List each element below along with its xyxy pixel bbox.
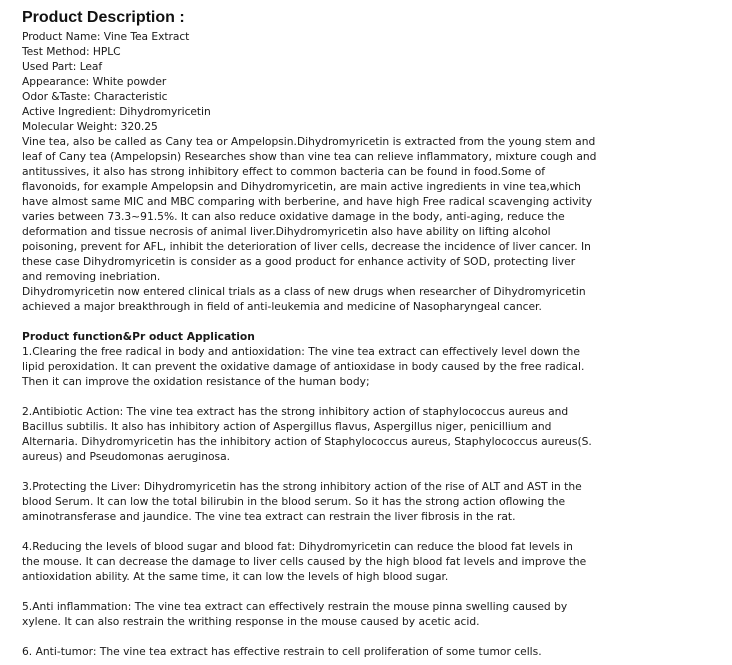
spec-test-method: Test Method: HPLC: [22, 45, 121, 58]
clinical-paragraph: Dihydromyricetin now entered clinical trials as a class of new drugs when researcher of Dihydromyricetin achieved a major breakthrough in field of anti-leukemia and medicine of Nasopharyngeal cancer.: [22, 285, 586, 313]
spec-used-part: Used Part: Leaf: [22, 60, 103, 73]
spacer: [22, 584, 722, 599]
function-item: 6. Anti-tumor: The vine tea extract has effective restrain to cell proliferation of some tumor cells.: [22, 645, 542, 658]
function-item: 5.Anti inflammation: The vine tea extract can effectively restrain the mouse pinna swelling caused by xylene. It can also restrain the writhing response in the mouse caused by acetic acid.: [22, 600, 568, 628]
page-title: Product Description :: [22, 9, 185, 26]
spec-product-name: Product Name: Vine Tea Extract: [22, 30, 190, 43]
spacer: [22, 629, 722, 644]
spacer: [22, 389, 722, 404]
intro-paragraph: Vine tea, also be called as Cany tea or Ampelopsin.Dihydromyricetin is extracted from the young stem and leaf of Cany tea (Ampelopsin) Researches show than vine tea can relieve inflammatory, mixture cough and antitussives, it also has strong inhibitory effect to common bacteria can be found in food.Some of flavonoids, for example Ampelopsin and Dihydromyricetin, are main active ingredients in vine tea,which have almost same MIC and MBC comparing with berberine, and have high Free radical scavenging activity varies between 73.3~91.5%. It can also reduce oxidative damage in the body, anti-aging, reduce the deformation and tissue necrosis of animal liver.Dihydromyricetin also have ability on lifting alcohol poisoning, prevent for AFL, inhibit the deterioration of liver cells, decrease the incidence of liver cancer. In these case Dihydromyricetin is consider as a good product for enhance activity of SOD, protecting liver and removing inebriation.: [22, 135, 597, 283]
spec-list: [22, 29, 722, 134]
spec-active-ingredient: Active Ingredient: Dihydromyricetin: [22, 105, 211, 118]
spacer: [22, 524, 722, 539]
spec-appearance: Appearance: White powder: [22, 75, 167, 88]
function-item: 3.Protecting the Liver: Dihydromyricetin has the strong inhibitory action of the rise of ALT and AST in the blood Serum. It can low the total bilirubin in the blood serum. So it has the strong action oflowing the aminotransferase and jaundice. The vine tea extract can restrain the liver fibrosis in the rat.: [22, 480, 582, 523]
function-item: 2.Antibiotic Action: The vine tea extract has the strong inhibitory action of staphylococcus aureus and Bacillus subtilis. It also has inhibitory action of Aspergillus flavus, Aspergillus niger, penicillium and Alternaria. Dihydromyricetin has the inhibitory action of Staphylococcus aureus, Staphylococcus aureus(S. aureus) and Pseudomonas aeruginosa.: [22, 405, 592, 463]
function-heading: Product function&Pr oduct Application: [22, 330, 255, 343]
function-item: 1.Clearing the free radical in body and antioxidation: The vine tea extract can effectively level down the lipid peroxidation. It can prevent the oxidative damage of antioxidase in body caused by the free radical. Then it can improve the oxidation resistance of the human body;: [22, 345, 585, 388]
spec-odor-taste: Odor &Taste: Characteristic: [22, 90, 168, 103]
function-item: 4.Reducing the levels of blood sugar and blood fat: Dihydromyricetin can reduce the blood fat levels in the mouse. It can decrease the damage to liver cells caused by the high blood fat levels and improve the antioxidation ability. At the same time, it can low the levels of high blood sugar.: [22, 540, 587, 583]
spec-molecular-weight: Molecular Weight: 320.25: [22, 120, 158, 133]
spacer: [22, 464, 722, 479]
